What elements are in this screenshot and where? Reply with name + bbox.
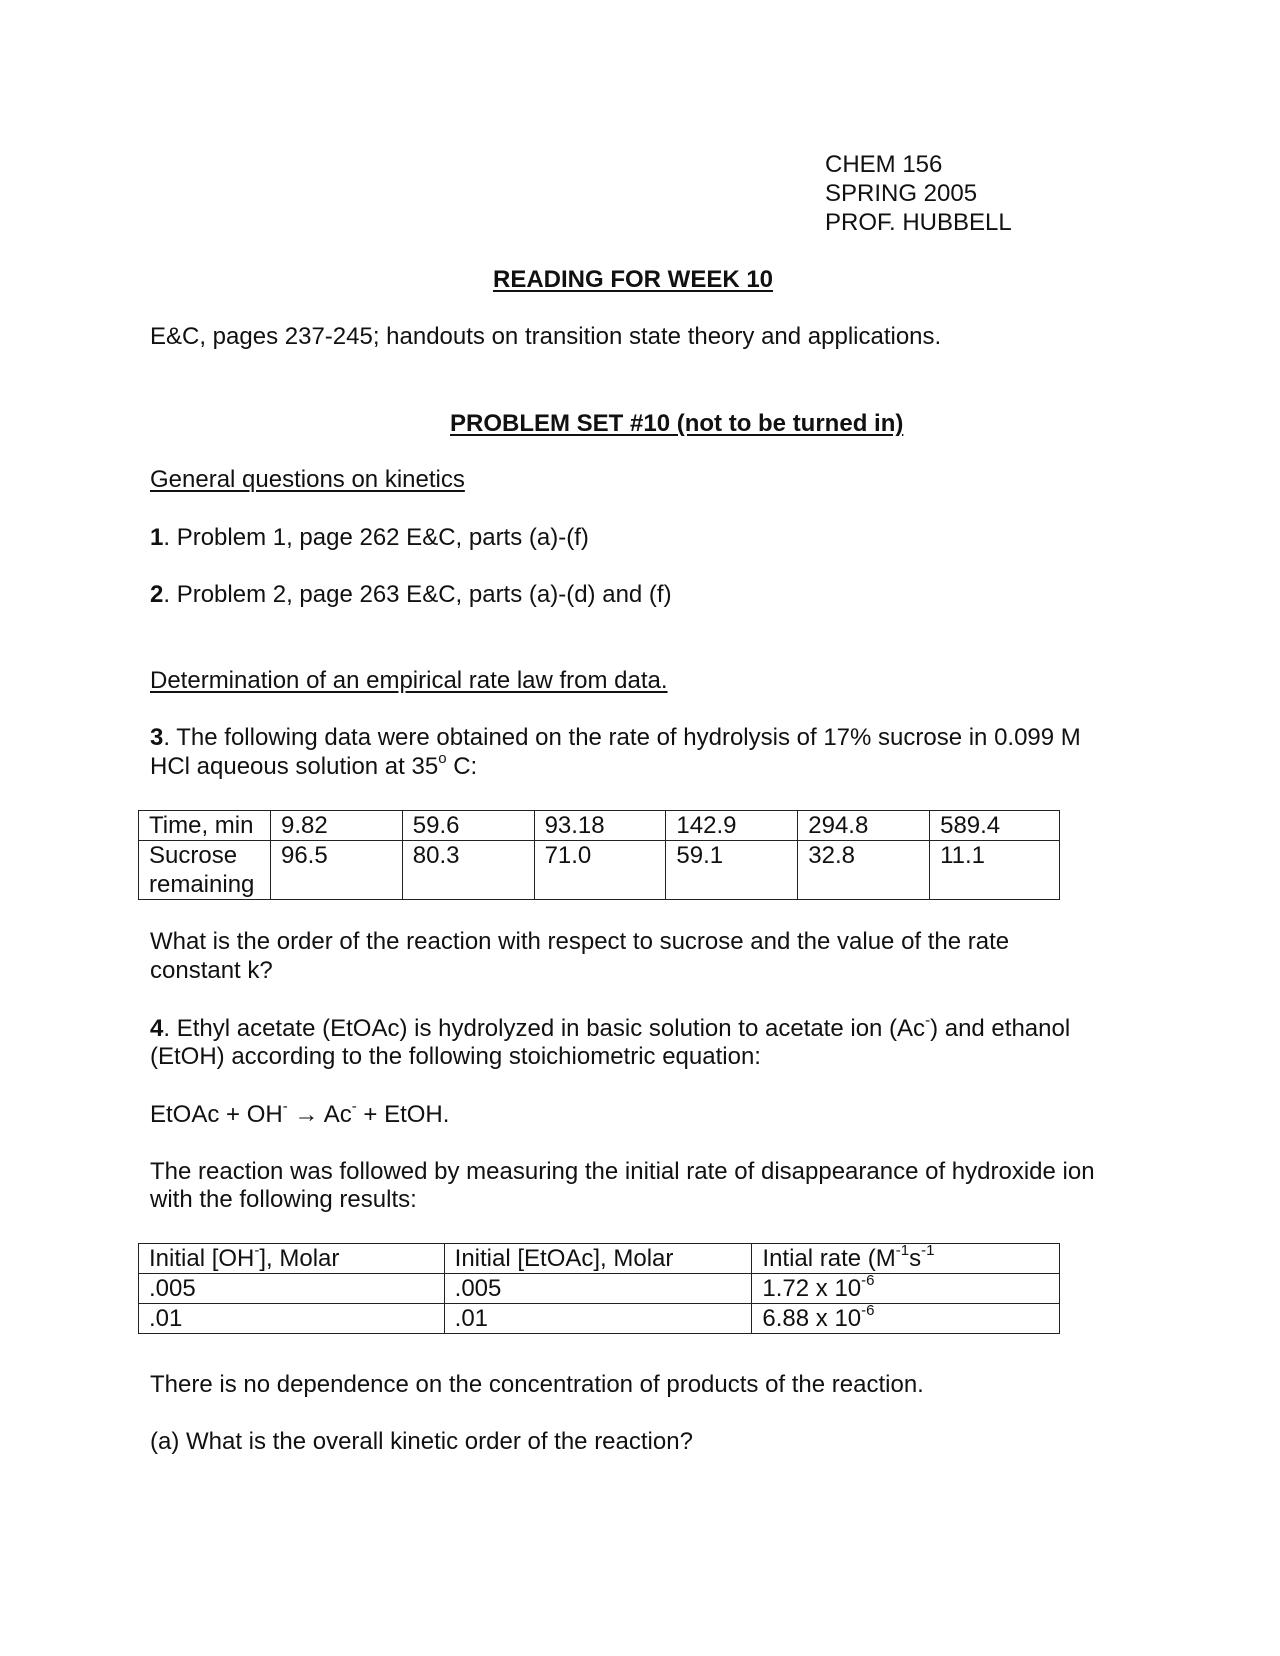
table-cell: .01 — [139, 1304, 445, 1334]
table-cell: 32.8 — [798, 841, 930, 900]
table-cell — [139, 841, 271, 900]
question-1-number: 1 — [150, 524, 164, 551]
table-cell: .01 — [444, 1304, 752, 1334]
table-cell: 80.3 — [402, 841, 534, 900]
table-cell — [752, 1274, 1060, 1304]
table-cell: 93.18 — [534, 811, 666, 841]
question-1 — [150, 523, 589, 552]
section-empirical-heading: Determination of an empirical rate law from data. — [150, 667, 668, 694]
table-cell: Time, min — [139, 811, 271, 841]
section-general-heading: General questions on kinetics — [150, 466, 465, 493]
table-row — [139, 811, 1060, 841]
header-oh-text: Initial [OH — [149, 1245, 255, 1272]
table-row — [139, 1274, 1060, 1304]
course-header — [825, 150, 1012, 237]
question-4-text: . Ethyl acetate (EtOAc) is hydrolyzed in basic solution to acetate ion (Ac — [163, 1015, 926, 1042]
exponent-sup: -1 — [895, 1242, 910, 1259]
header-rate-text: Intial rate (M — [762, 1245, 896, 1272]
charge-sup: - — [351, 1098, 357, 1115]
table-cell: .005 — [139, 1274, 445, 1304]
table-cell: 71.0 — [534, 841, 666, 900]
table-row — [139, 1304, 1060, 1334]
question-2 — [150, 580, 672, 609]
charge-sup: - — [925, 1012, 931, 1029]
problem-set-title: PROBLEM SET #10 (not to be turned in) — [450, 410, 904, 437]
exponent-sup: -6 — [861, 1302, 875, 1319]
question-2-text: . Problem 2, page 263 E&C, parts (a)-(d) and (f) — [163, 581, 672, 608]
followed-line1: The reaction was followed by measuring the initial rate of disappearance of hydroxide ion — [150, 1158, 1095, 1185]
question-3-line1 — [150, 723, 1081, 752]
table-cell: 96.5 — [270, 841, 402, 900]
table-header — [139, 1244, 445, 1274]
part-a-question: (a) What is the overall kinetic order of the reaction? — [150, 1428, 693, 1455]
charge-sup: - — [254, 1242, 260, 1259]
table-cell: 9.82 — [270, 811, 402, 841]
header-oh-unit: ], Molar — [259, 1245, 340, 1272]
question-2-number: 2 — [150, 581, 164, 608]
rate-base: 6.88 x 10 — [762, 1305, 862, 1332]
reading-text: E&C, pages 237-245; handouts on transition state theory and applications. — [150, 323, 942, 350]
course-professor: PROF. HUBBELL — [825, 209, 1012, 236]
question-4-line2: (EtOH) according to the following stoichiometric equation: — [150, 1043, 761, 1070]
question-3-ask-line2: constant k? — [150, 957, 273, 984]
equation-arrow: → Ac — [287, 1101, 352, 1128]
table-cell — [752, 1304, 1060, 1334]
sucrose-table — [138, 810, 1060, 900]
degree-sign: o — [438, 750, 447, 767]
exponent-sup: -1 — [921, 1242, 935, 1259]
table-cell: 59.6 — [402, 811, 534, 841]
question-4-number: 4 — [150, 1015, 164, 1042]
table-cell: 142.9 — [666, 811, 798, 841]
question-3-text: . The following data were obtained on the rate of hydrolysis of 17% sucrose in 0.099 M — [163, 724, 1081, 751]
question-4-line1 — [150, 1014, 1070, 1043]
table-cell: .005 — [444, 1274, 752, 1304]
equation-reactants: EtOAc + OH — [150, 1101, 283, 1128]
sucrose-label-line2: remaining — [149, 871, 255, 898]
question-4-text-end: ) and ethanol — [930, 1015, 1071, 1042]
course-code: CHEM 156 — [825, 151, 943, 178]
table-cell: 589.4 — [930, 811, 1060, 841]
equation-products: + EtOH. — [356, 1101, 450, 1128]
rate-base: 1.72 x 10 — [762, 1275, 862, 1302]
followed-line2: with the following results: — [150, 1186, 417, 1213]
charge-sup: - — [282, 1098, 288, 1115]
question-3-line2-unit: C: — [446, 753, 478, 780]
sucrose-label-line1: Sucrose — [149, 842, 238, 869]
table-row — [139, 841, 1060, 900]
table-cell: 59.1 — [666, 841, 798, 900]
reaction-equation — [150, 1100, 449, 1129]
question-3-line2 — [150, 752, 477, 781]
question-3-ask-line1: What is the order of the reaction with respect to sucrose and the value of the rate — [150, 928, 1010, 955]
table-header — [752, 1244, 1060, 1274]
question-1-text: . Problem 1, page 262 E&C, parts (a)-(f) — [163, 524, 589, 551]
table-row — [139, 1244, 1060, 1274]
no-dependence-text: There is no dependence on the concentration of products of the reaction. — [150, 1371, 924, 1398]
question-3-number: 3 — [150, 724, 164, 751]
rate-table — [138, 1243, 1060, 1334]
table-header: Initial [EtOAc], Molar — [444, 1244, 752, 1274]
course-term: SPRING 2005 — [825, 180, 978, 207]
table-cell: 294.8 — [798, 811, 930, 841]
reading-title: READING FOR WEEK 10 — [493, 266, 774, 293]
exponent-sup: -6 — [861, 1272, 875, 1289]
table-cell: 11.1 — [930, 841, 1060, 900]
header-rate-s: s — [909, 1245, 922, 1272]
question-3-line2-text: HCl aqueous solution at 35 — [150, 753, 439, 780]
